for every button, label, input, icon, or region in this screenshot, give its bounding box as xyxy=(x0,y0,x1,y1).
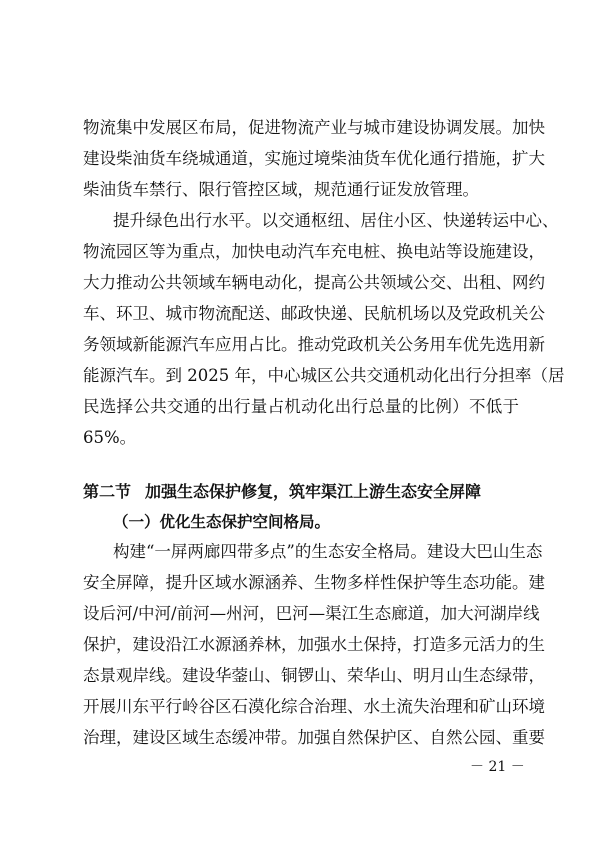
text-line: 治理，建设区域生态缓冲带。加强自然保护区、自然公园、重要 xyxy=(83,728,545,747)
text-line: 65%。 xyxy=(83,428,137,447)
text-line: 能源汽车。到 2025 年，中心城区公共交通机动化出行分担率（居 xyxy=(83,366,565,385)
page-number: － 21 － xyxy=(470,759,525,775)
text-line: 物流园区等为重点，加快电动汽车充电桩、换电站等设施建设， xyxy=(83,242,545,261)
text-line: 物流集中发展区布局，促进物流产业与城市建设协调发展。加快 xyxy=(83,118,545,137)
text-line: 构建“一屏两廊四带多点”的生态安全格局。建设大巴山生态 xyxy=(113,542,543,561)
section-title: 加强生态保护修复，筑牢渠江上游生态安全屏障 xyxy=(145,482,482,501)
section-heading xyxy=(83,478,519,506)
text-line: 安全屏障，提升区域水源涵养、生物多样性保护等生态功能。建 xyxy=(83,573,545,592)
text-line: 务领域新能源汽车应用占比。推动党政机关公务用车优先选用新 xyxy=(83,335,545,354)
subsection-heading: （一）优化生态保护空间格局。 xyxy=(113,513,331,531)
text-line: 开展川东平行岭谷区石漠化综合治理、水土流失治理和矿山环境 xyxy=(83,697,545,716)
text-line: 大力推动公共领域车辆电动化，提高公共领域公交、出租、网约 xyxy=(83,273,545,292)
text-line: 保护，建设沿江水源涵养林，加强水土保持，打造多元活力的生 xyxy=(83,635,545,654)
text-line: 建设柴油货车绕城通道，实施过境柴油货车优化通行措施，扩大 xyxy=(83,149,545,168)
section-number: 第二节 xyxy=(83,482,132,501)
text-line: 态景观岸线。建设华蓥山、铜锣山、荣华山、明月山生态绿带， xyxy=(83,666,545,685)
text-line: 设后河/中河/前河—州河，巴河—渠江生态廊道，加大河湖岸线 xyxy=(83,604,540,623)
text-line: 车、环卫、城市物流配送、邮政快递、民航机场以及党政机关公 xyxy=(83,304,545,323)
text-line: 民选择公共交通的出行量占机动化出行总量的比例）不低于 xyxy=(83,397,519,416)
text-line: 提升绿色出行水平。以交通枢纽、居住小区、快递转运中心、 xyxy=(113,211,559,230)
text-line: 柴油货车禁行、限行管控区域，规范通行证发放管理。 xyxy=(83,180,479,199)
